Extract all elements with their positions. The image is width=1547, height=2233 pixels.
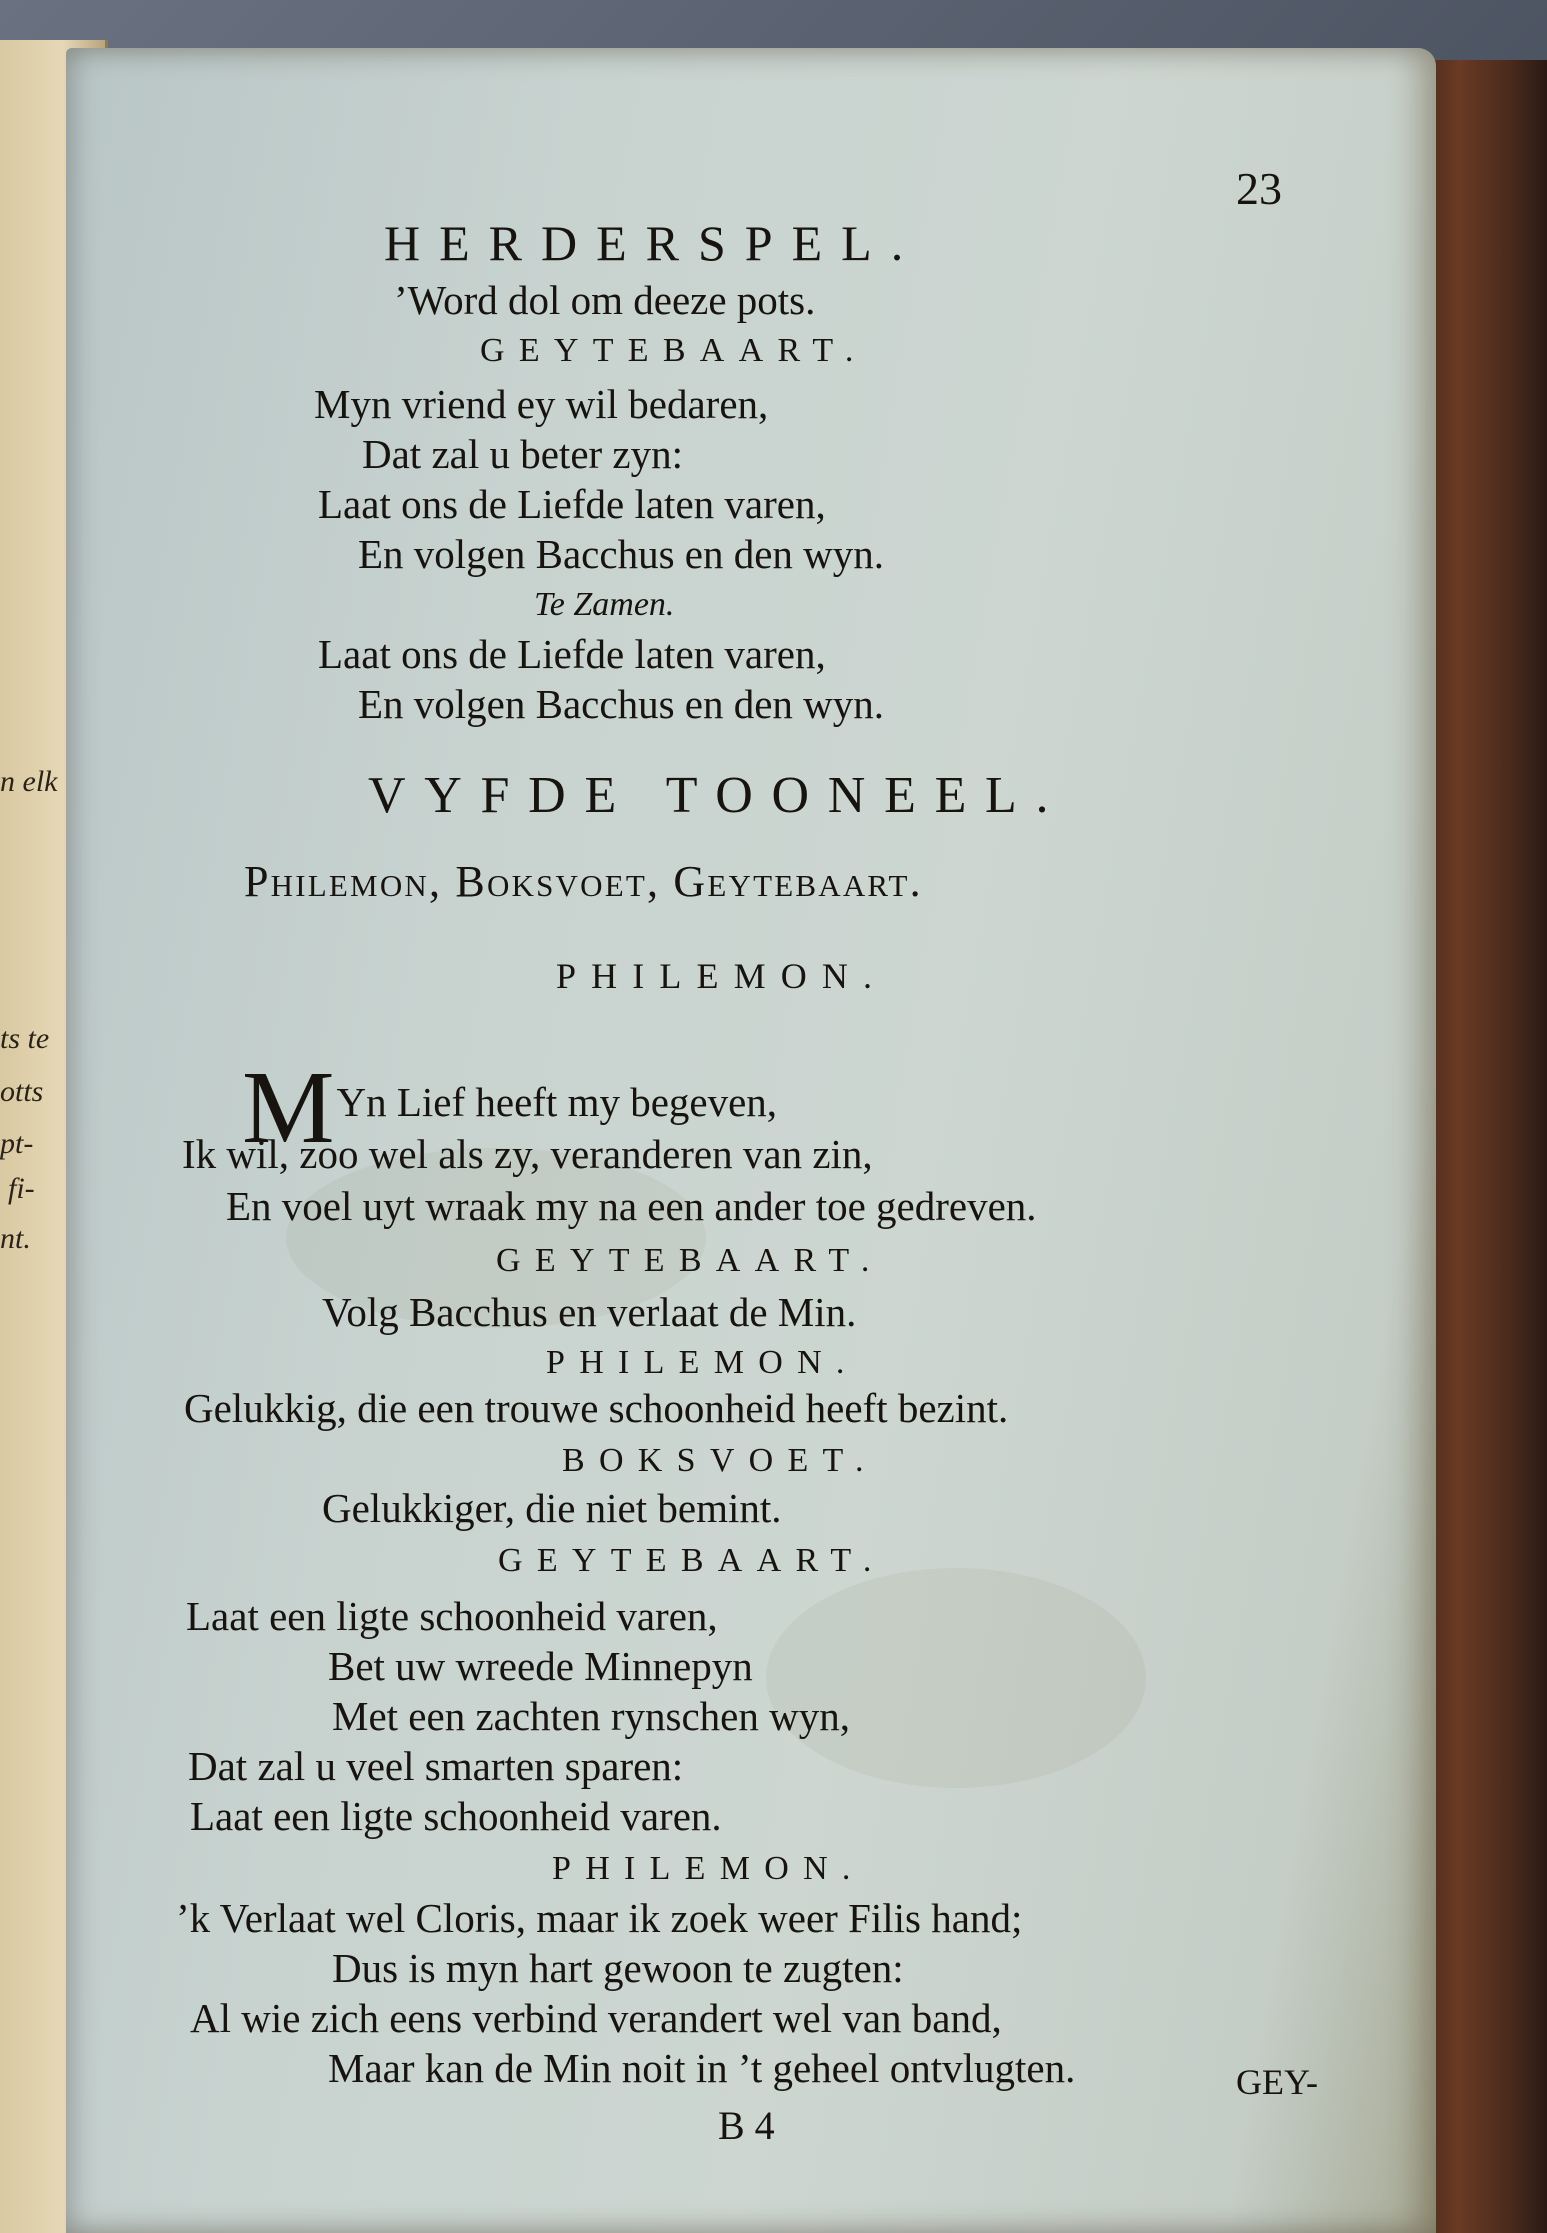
stage-direction: Te Zamen. [534, 586, 675, 623]
verse-line: Ik wil, zoo wel als zy, veranderen van zin, [182, 1131, 873, 1177]
verse-line: Laat ons de Liefde laten varen, [318, 631, 826, 677]
drop-cap: M [242, 1050, 335, 1165]
catchword: GEY- [1236, 2062, 1318, 2102]
book-page [66, 48, 1436, 2233]
left-page-fragment: n elk [0, 765, 58, 798]
verse-line: Myn vriend ey wil bedaren, [314, 381, 769, 427]
verse-line: Met een zachten rynschen wyn, [332, 1693, 850, 1739]
verse-line: Laat een ligte schoonheid varen, [186, 1593, 718, 1639]
running-title: HERDERSPEL. [384, 215, 923, 271]
verse-line: Gelukkig, die een trouwe schoonheid heeft bezint. [184, 1385, 1009, 1431]
verse-line: Dat zal u beter zyn: [362, 431, 684, 477]
verse-line: ’Word dol om deeze pots. [394, 277, 816, 323]
speaker-name: PHILEMON. [556, 956, 888, 996]
verse-line: ’k Verlaat wel Cloris, maar ik zoek weer Filis hand; [176, 1895, 1023, 1941]
speaker-name: GEYTEBAART. [480, 332, 868, 369]
speaker-name: PHILEMON. [552, 1850, 865, 1887]
verse-line: En volgen Bacchus en den wyn. [358, 681, 885, 727]
speaker-name: BOKSVOET. [562, 1442, 878, 1479]
page-number: 23 [1236, 163, 1282, 214]
verse-line: Dat zal u veel smarten sparen: [188, 1743, 684, 1789]
signature-mark: B 4 [718, 2103, 775, 2148]
verse-text: Yn Lief heeft my begeven, [336, 1079, 778, 1125]
verse-line: Laat een ligte schoonheid varen. [190, 1793, 722, 1839]
verse-line: Dus is myn hart gewoon te zugten: [332, 1945, 904, 1991]
scene-heading: VYFDE TOONEEL. [368, 767, 1068, 824]
verse-line: Bet uw wreede Minnepyn [328, 1643, 753, 1689]
speaker-name: GEYTEBAART. [498, 1542, 886, 1579]
speaker-name: GEYTEBAART. [496, 1242, 884, 1279]
verse-line: Volg Bacchus en verlaat de Min. [322, 1289, 857, 1335]
verse-line: Maar kan de Min noit in ’t geheel ontvlugten. [328, 2045, 1076, 2091]
verse-line: Gelukkiger, die niet bemint. [322, 1485, 782, 1531]
speaker-name: PHILEMON. [546, 1344, 859, 1381]
left-page-fragment: nt. [0, 1222, 31, 1255]
verse-line: Al wie zich eens verbind verandert wel van band, [190, 1995, 1002, 2041]
verse-line: Laat ons de Liefde laten varen, [318, 481, 826, 527]
verse-line: En volgen Bacchus en den wyn. [358, 531, 885, 577]
left-page-fragment: ts te [0, 1022, 50, 1055]
characters-list: Philemon, Boksvoet, Geytebaart. [244, 857, 923, 906]
verse-line: En voel uyt wraak my na een ander toe gedreven. [226, 1183, 1037, 1229]
left-page-fragment: otts [0, 1075, 44, 1108]
left-page-fragment: pt- [0, 1127, 34, 1160]
paper-stain [766, 1568, 1146, 1788]
left-page-fragment: fi- [8, 1172, 35, 1205]
